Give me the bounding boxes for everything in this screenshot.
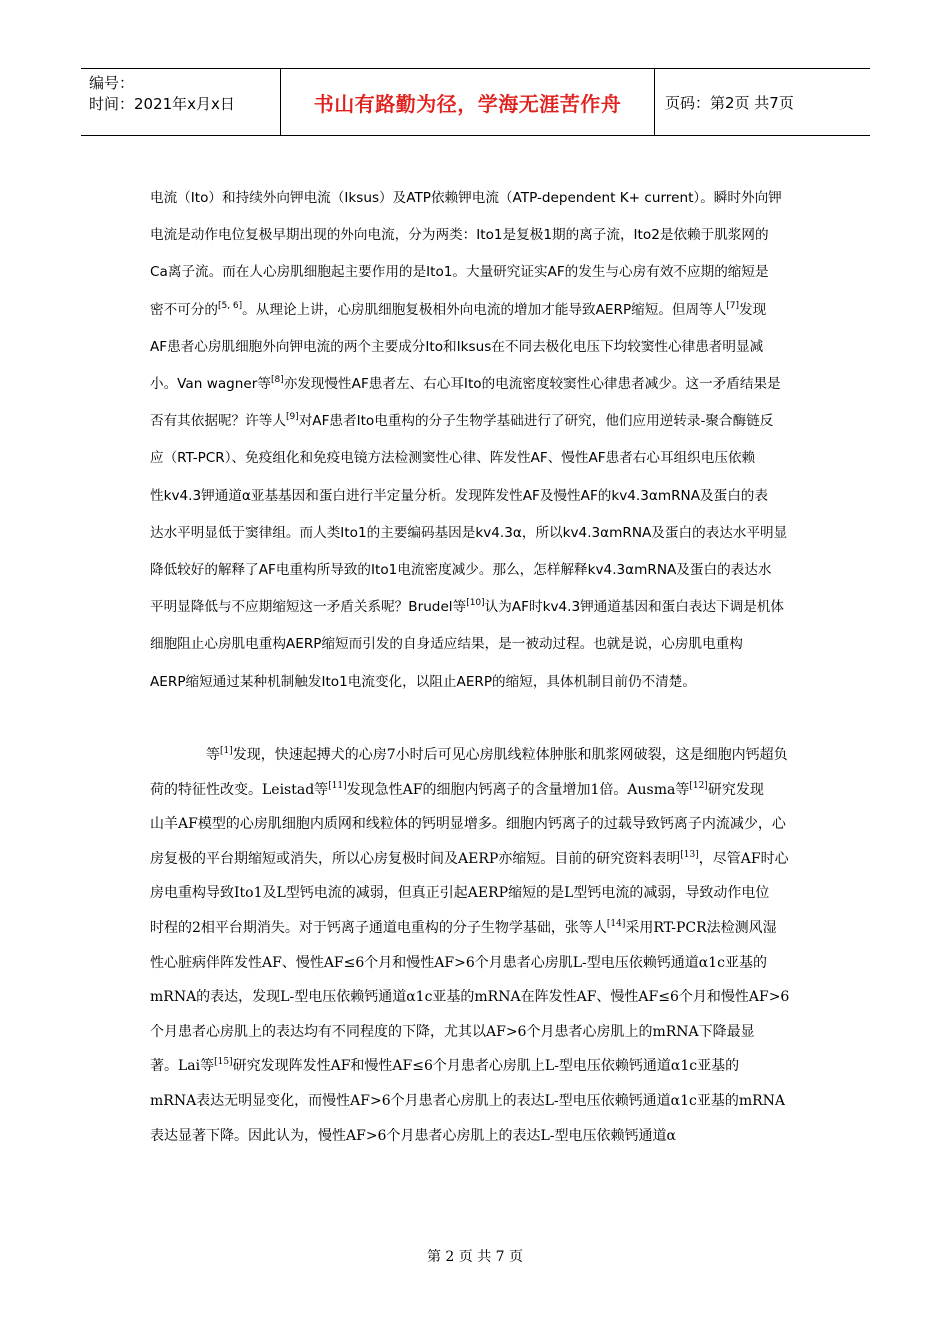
text-line	[150, 180, 822, 217]
citation-marker: [13]	[680, 849, 699, 860]
text-segment: 性kv4.3钾通道α亚基基因和蛋白进行半定量分析。发现阵发性AF及慢性AF的kv4.3αmRNA及蛋白的表	[150, 487, 768, 504]
citation-marker: [11]	[328, 780, 347, 791]
text-segment: 应（RT-PCR）、免疫组化和免疫电镜方法检测窦性心律、阵发性AF、慢性AF患者右心耳组织电压依赖	[150, 450, 756, 467]
text-segment: 发现急性AF的细胞内钙离子的含量增加1倍。Ausma等	[346, 781, 690, 798]
text-segment: AF患者心房肌细胞外向钾电流的两个主要成分Ito和Iksus在不同去极化电压下均较窦性心律患者明显减	[150, 338, 764, 355]
header-motto: 书山有路勤为径，学海无涯苦作舟	[281, 69, 655, 135]
text-line	[150, 626, 822, 663]
citation-marker: [1]	[220, 746, 233, 756]
text-segment: AERP缩短通过某种机制触发Ito1电流变化，以阻止AERP的缩短，具体机制目前仍不清楚。	[150, 673, 696, 690]
citation-marker: [12]	[689, 780, 708, 791]
text-segment: 对AF患者Ito电重构的分子生物学基础进行了研究，他们应用逆转录-聚合酶链反	[298, 413, 774, 430]
text-line	[150, 1015, 822, 1050]
header-page-info: 页码：第2页 共7页	[665, 93, 794, 112]
text-line	[150, 1084, 822, 1119]
citation-marker: [8]	[270, 375, 284, 386]
text-line	[150, 876, 822, 911]
text-line	[150, 980, 822, 1015]
text-line	[150, 946, 822, 981]
text-line	[150, 366, 822, 403]
text-segment: 降低较好的解释了AF电重构所导致的Ito1电流密度减少。那么，怎样解释kv4.3αmRNA及蛋白的表达水	[150, 562, 772, 579]
text-line	[150, 738, 822, 773]
paragraph-1	[150, 180, 822, 701]
text-line	[150, 440, 822, 477]
text-segment: 认为AF时kv4.3钾通道基因和蛋白表达下调是机体	[484, 599, 785, 616]
text-segment: 电流（Ito）和持续外向钾电流（Iksus）及ATP依赖钾电流（ATP-dependent K+ current）。瞬时外向钾	[150, 190, 782, 206]
citation-marker: [10]	[466, 598, 485, 609]
text-segment: 密不可分的	[150, 301, 218, 318]
paragraph-2	[150, 738, 822, 1153]
text-segment: 采用RT-PCR法检测风湿	[625, 919, 777, 936]
text-line	[150, 773, 822, 808]
text-segment: 性心脏病伴阵发性AF、慢性AF≤6个月和慢性AF>6个月患者心房肌L-型电压依赖钙通道α1c亚基的	[150, 954, 767, 971]
text-segment: 等	[206, 747, 220, 763]
citation-marker: [7]	[726, 300, 740, 311]
citation-marker: [15]	[214, 1057, 233, 1068]
text-segment: 房复极的平台期缩短或消失，所以心房复极时间及AERP亦缩短。目前的研究资料表明	[150, 850, 681, 867]
text-segment: Ca离子流。而在人心房肌细胞起主要作用的是Ito1。大量研究证实AF的发生与心房有效不应期的缩短是	[150, 264, 769, 281]
text-line	[150, 515, 822, 552]
text-line	[150, 254, 822, 291]
citation-marker: [14]	[606, 918, 626, 929]
text-line	[150, 552, 822, 589]
text-segment: 亦发现慢性AF患者左、右心耳Ito的电流密度较窦性心律患者减少。这一矛盾结果是	[283, 376, 781, 393]
text-segment: 发现	[739, 301, 767, 318]
text-segment: 发现，快速起搏犬的心房7小时后可见心房肌线粒体肿胀和肌浆网破裂，这是细胞内钙超负	[232, 747, 788, 763]
text-segment: 著。Lai等	[150, 1058, 215, 1075]
text-segment: 平明显降低与不应期缩短这一矛盾关系呢？Brudel等	[150, 599, 467, 616]
text-segment: 达水平明显低于窦律组。而人类Ito1的主要编码基因是kv4.3α，所以kv4.3αmRNA及蛋白的表达水平明显	[150, 524, 788, 541]
text-segment: 电流是动作电位复极早期出现的外向电流，分为两类：Ito1是复极1期的离子流，Ito2是依赖于肌浆网的	[150, 227, 769, 244]
text-segment: 个月患者心房肌上的表达均有不同程度的下降，尤其以AF>6个月患者心房肌上的mRNA下降最显	[150, 1023, 755, 1040]
text-segment: 时程的2相平台期消失。对于钙离子通道电重构的分子生物学基础，张等人	[150, 919, 607, 936]
text-line	[150, 807, 822, 842]
text-segment: mRNA的表达，发现L-型电压依赖钙通道α1c亚基的mRNA在阵发性AF、慢性AF≤6个月和慢性AF>6	[150, 989, 790, 1006]
text-segment: 。从理论上讲，心房肌细胞复极相外向电流的增加才能导致AERP缩短。但周等人	[242, 301, 727, 318]
text-segment: 否有其依据呢？许等人	[150, 413, 286, 430]
text-segment: 研究发现阵发性AF和慢性AF≤6个月患者心房肌上L-型电压依赖钙通道α1c亚基的	[232, 1058, 740, 1075]
header-table	[81, 68, 870, 136]
text-line	[150, 664, 822, 701]
text-segment: 研究发现	[707, 781, 764, 798]
serial-number-label: 编号：	[89, 74, 135, 92]
text-segment: 细胞阻止心房肌电重构AERP缩短而引发的自身适应结果，是一被动过程。也就是说，心房肌电重构	[150, 636, 743, 653]
page-footer: 第 2 页 共 7 页	[426, 1249, 524, 1265]
text-segment: 房电重构导致Ito1及L型钙电流的减弱，但真正引起AERP缩短的是L型钙电流的减弱，导致动作电位	[150, 885, 770, 902]
citation-marker: [9]	[285, 412, 299, 423]
text-line	[150, 217, 822, 254]
text-line	[150, 1119, 822, 1154]
text-segment: mRNA表达无明显变化，而慢性AF>6个月患者心房肌上的表达L-型电压依赖钙通道α1c亚基的mRNA	[150, 1092, 786, 1109]
text-line	[150, 292, 822, 329]
text-segment: 山羊AF模型的心房肌细胞内质网和线粒体的钙明显增多。细胞内钙离子的过载导致钙离子内流减少，心	[150, 816, 786, 833]
text-segment: ，尽管AF时心	[698, 850, 789, 867]
text-line	[150, 478, 822, 515]
text-line	[150, 329, 822, 366]
text-segment: 小。Van wagner等	[150, 376, 271, 393]
date-line: 时间：2021年x月x日	[89, 95, 235, 113]
citation-marker: [5, 6]	[217, 300, 243, 311]
text-line	[150, 589, 822, 626]
header-meta-cell	[81, 69, 281, 135]
text-line	[150, 403, 822, 440]
text-segment: 表达显著下降。因此认为，慢性AF>6个月患者心房肌上的表达L-型电压依赖钙通道α	[150, 1127, 676, 1144]
text-line	[150, 1049, 822, 1084]
text-segment: 荷的特征性改变。Leistad等	[150, 781, 329, 798]
text-line	[150, 911, 822, 946]
text-line	[150, 842, 822, 877]
